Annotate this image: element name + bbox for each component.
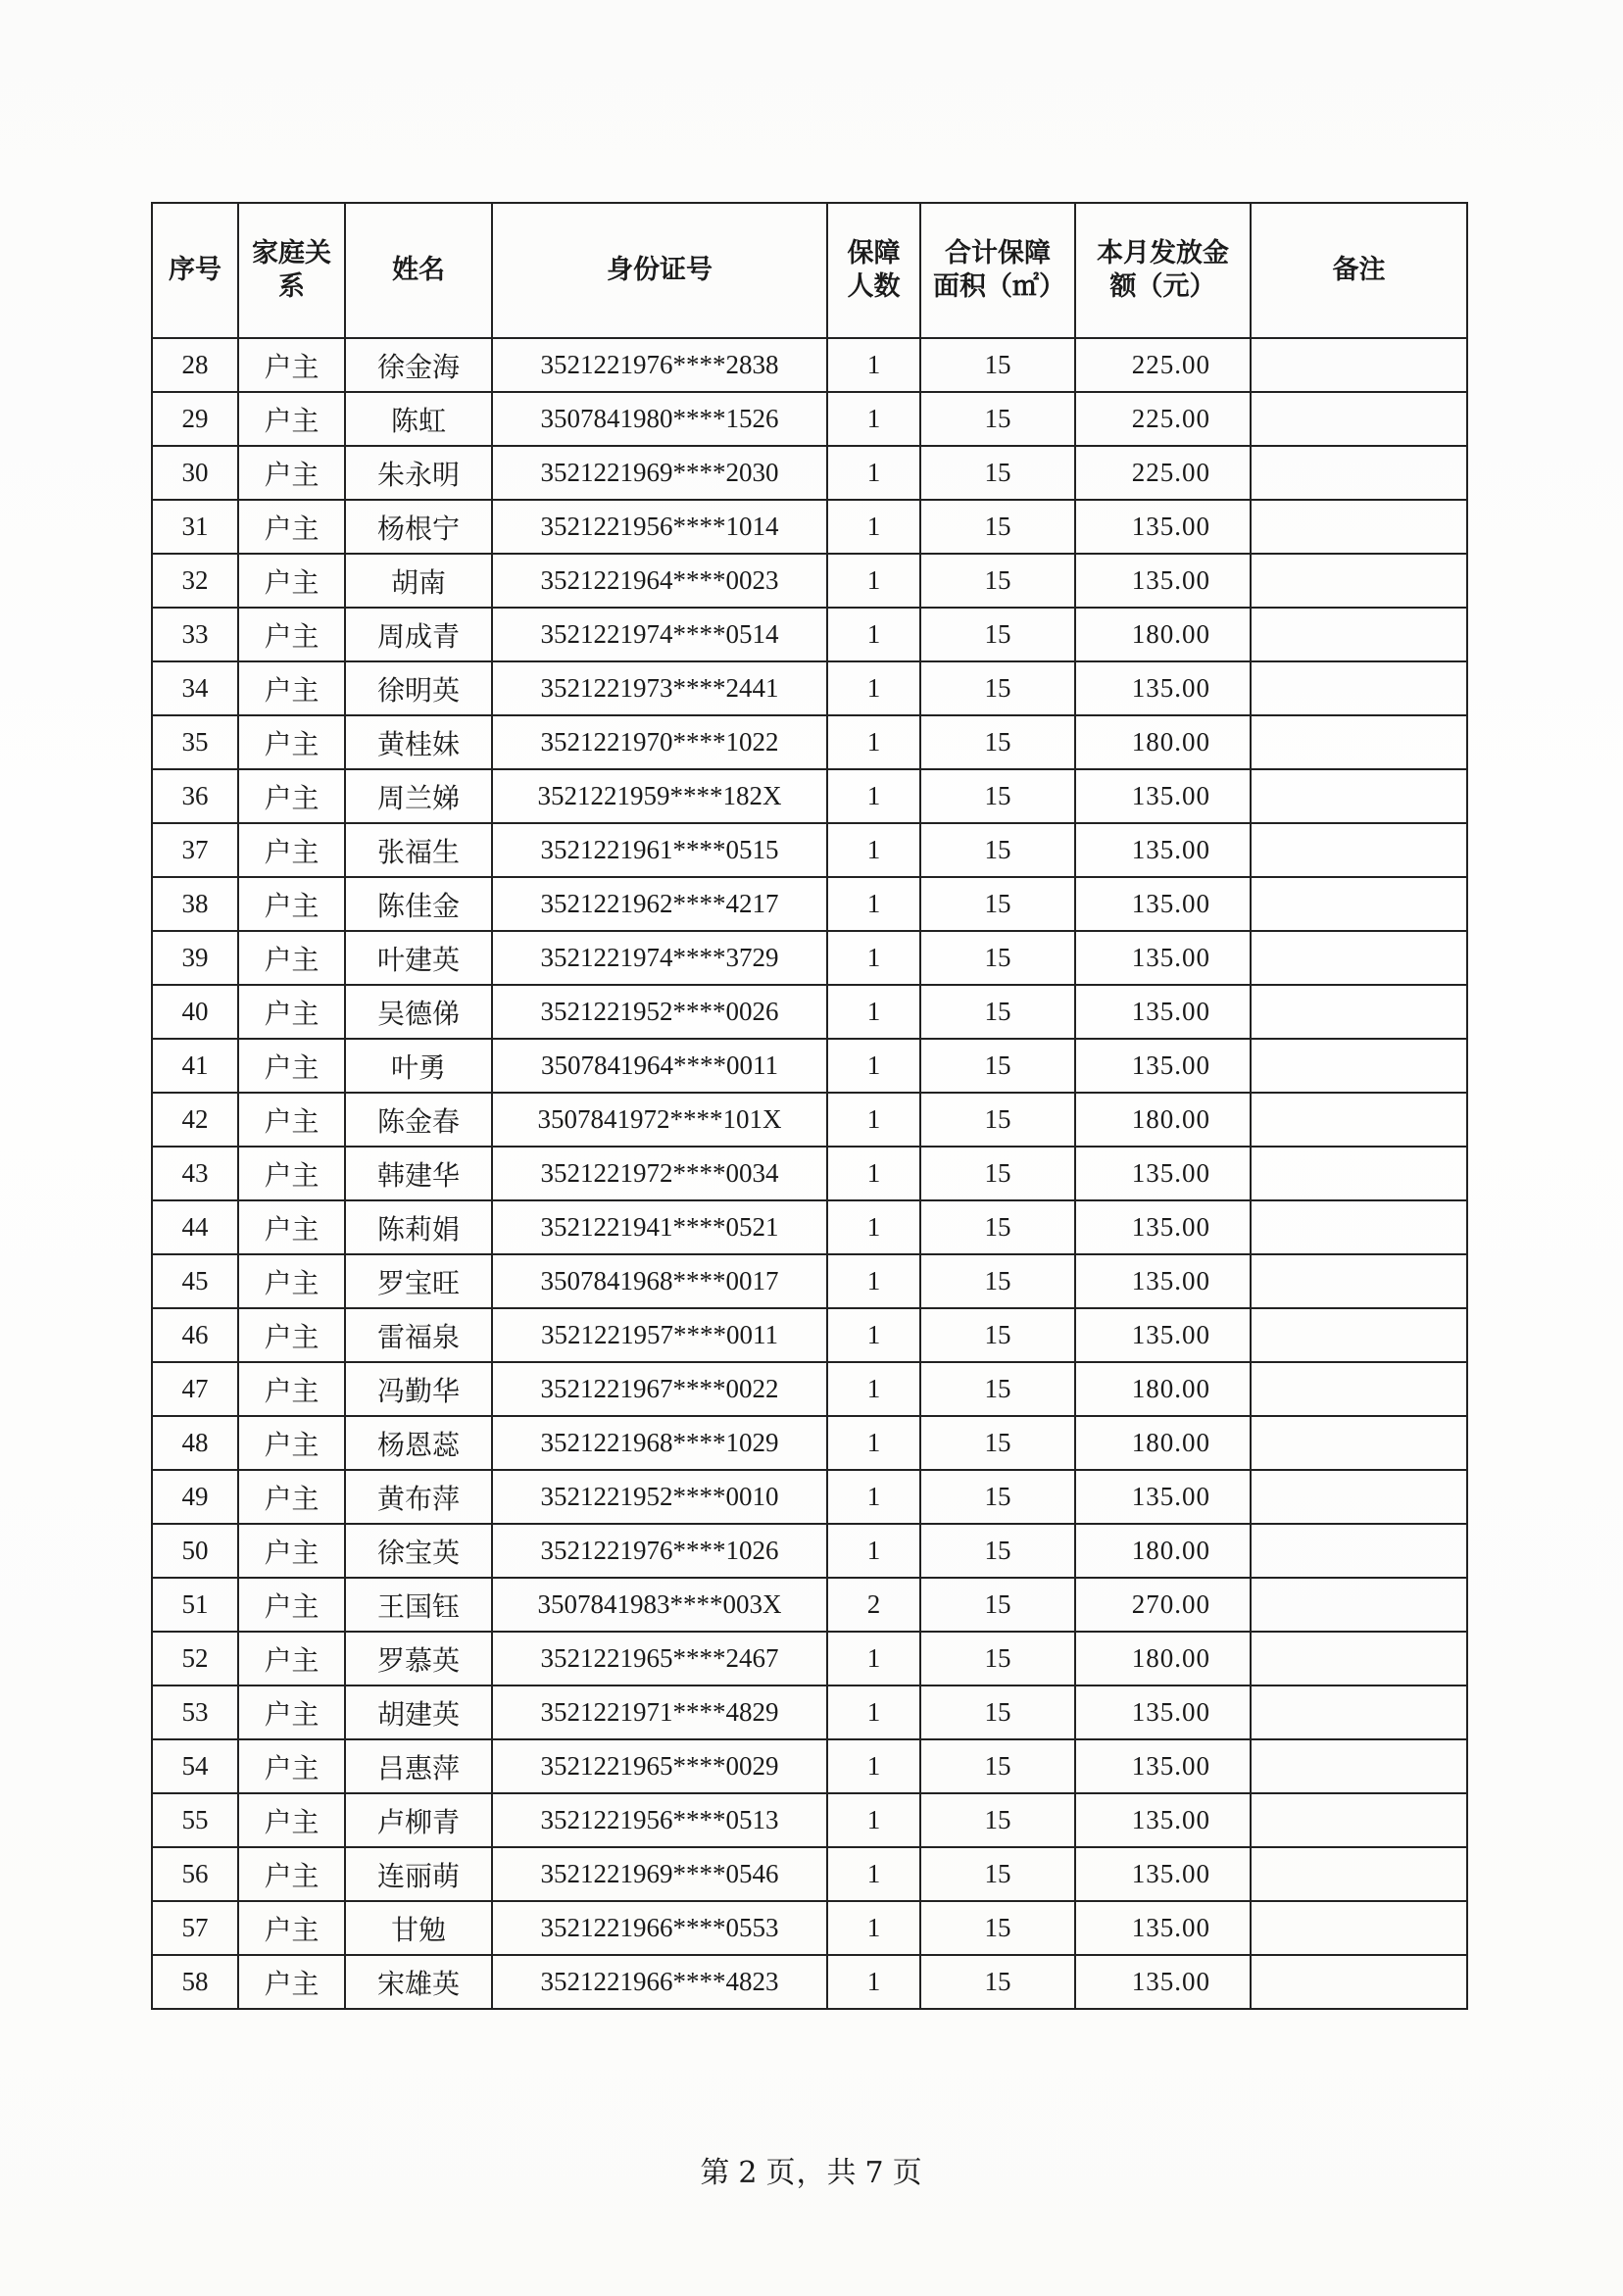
cell-remark	[1251, 1147, 1467, 1200]
cell-relation: 户主	[238, 1955, 345, 2009]
cell-persons: 1	[827, 661, 920, 715]
cell-area: 15	[920, 446, 1075, 500]
cell-id-number: 3521221957****0011	[492, 1308, 827, 1362]
cell-persons: 1	[827, 1200, 920, 1254]
cell-area: 15	[920, 1362, 1075, 1416]
cell-relation: 户主	[238, 661, 345, 715]
table-row	[152, 823, 1467, 877]
cell-remark	[1251, 985, 1467, 1039]
table-row	[152, 1308, 1467, 1362]
cell-remark	[1251, 392, 1467, 446]
cell-persons: 1	[827, 1147, 920, 1200]
cell-name: 徐金海	[345, 338, 492, 392]
cell-remark	[1251, 1793, 1467, 1847]
cell-area: 15	[920, 338, 1075, 392]
cell-amount: 180.00	[1075, 1632, 1251, 1685]
cell-id-number: 3521221966****0553	[492, 1901, 827, 1955]
cell-persons: 1	[827, 1793, 920, 1847]
table-row	[152, 1039, 1467, 1093]
cell-amount: 135.00	[1075, 1254, 1251, 1308]
cell-relation: 户主	[238, 1093, 345, 1147]
cell-area: 15	[920, 769, 1075, 823]
cell-id-number: 3507841972****101X	[492, 1093, 827, 1147]
cell-index: 48	[152, 1416, 238, 1470]
cell-index: 53	[152, 1685, 238, 1739]
table-row	[152, 661, 1467, 715]
cell-amount: 180.00	[1075, 608, 1251, 661]
cell-name: 罗宝旺	[345, 1254, 492, 1308]
cell-area: 15	[920, 1578, 1075, 1632]
cell-amount: 135.00	[1075, 769, 1251, 823]
cell-id-number: 3521221962****4217	[492, 877, 827, 931]
cell-relation: 户主	[238, 338, 345, 392]
cell-relation: 户主	[238, 1793, 345, 1847]
cell-name: 周兰娣	[345, 769, 492, 823]
table-row	[152, 1901, 1467, 1955]
cell-persons: 1	[827, 1093, 920, 1147]
cell-remark	[1251, 1632, 1467, 1685]
cell-area: 15	[920, 985, 1075, 1039]
cell-index: 56	[152, 1847, 238, 1901]
cell-area: 15	[920, 500, 1075, 554]
cell-persons: 1	[827, 877, 920, 931]
table-row	[152, 715, 1467, 769]
cell-index: 58	[152, 1955, 238, 2009]
cell-area: 15	[920, 1524, 1075, 1578]
cell-remark	[1251, 1685, 1467, 1739]
cell-relation: 户主	[238, 715, 345, 769]
cell-persons: 1	[827, 1362, 920, 1416]
cell-index: 55	[152, 1793, 238, 1847]
cell-amount: 135.00	[1075, 1901, 1251, 1955]
cell-remark	[1251, 1470, 1467, 1524]
cell-remark	[1251, 931, 1467, 985]
table-body	[152, 338, 1467, 2009]
cell-remark	[1251, 1416, 1467, 1470]
table-row	[152, 608, 1467, 661]
cell-name: 连丽萌	[345, 1847, 492, 1901]
table-row	[152, 1739, 1467, 1793]
cell-amount: 270.00	[1075, 1578, 1251, 1632]
cell-amount: 135.00	[1075, 1847, 1251, 1901]
cell-name: 叶勇	[345, 1039, 492, 1093]
header-area: 合计保障面积（㎡）	[920, 203, 1075, 338]
cell-name: 黄桂妹	[345, 715, 492, 769]
cell-index: 46	[152, 1308, 238, 1362]
cell-id-number: 3521221967****0022	[492, 1362, 827, 1416]
cell-id-number: 3521221956****1014	[492, 500, 827, 554]
cell-amount: 135.00	[1075, 1039, 1251, 1093]
cell-index: 51	[152, 1578, 238, 1632]
cell-relation: 户主	[238, 931, 345, 985]
cell-relation: 户主	[238, 1254, 345, 1308]
cell-persons: 1	[827, 1685, 920, 1739]
cell-amount: 135.00	[1075, 1308, 1251, 1362]
cell-persons: 1	[827, 1901, 920, 1955]
cell-amount: 135.00	[1075, 877, 1251, 931]
cell-id-number: 3507841980****1526	[492, 392, 827, 446]
cell-id-number: 3521221961****0515	[492, 823, 827, 877]
cell-amount: 135.00	[1075, 1739, 1251, 1793]
table-row	[152, 1632, 1467, 1685]
page-footer	[0, 2148, 1623, 2191]
cell-index: 43	[152, 1147, 238, 1200]
cell-name: 陈虹	[345, 392, 492, 446]
cell-name: 胡南	[345, 554, 492, 608]
cell-remark	[1251, 446, 1467, 500]
cell-persons: 1	[827, 1847, 920, 1901]
cell-area: 15	[920, 1308, 1075, 1362]
cell-id-number: 3521221966****4823	[492, 1955, 827, 2009]
cell-index: 47	[152, 1362, 238, 1416]
header-amount: 本月发放金额（元）	[1075, 203, 1251, 338]
table-row	[152, 1793, 1467, 1847]
cell-amount: 135.00	[1075, 985, 1251, 1039]
cell-remark	[1251, 1524, 1467, 1578]
cell-relation: 户主	[238, 1362, 345, 1416]
cell-remark	[1251, 338, 1467, 392]
cell-remark	[1251, 1254, 1467, 1308]
cell-amount: 180.00	[1075, 1416, 1251, 1470]
cell-persons: 1	[827, 554, 920, 608]
cell-relation: 户主	[238, 1308, 345, 1362]
cell-area: 15	[920, 392, 1075, 446]
cell-index: 57	[152, 1901, 238, 1955]
cell-persons: 1	[827, 392, 920, 446]
table-row	[152, 1470, 1467, 1524]
cell-remark	[1251, 1955, 1467, 2009]
cell-amount: 135.00	[1075, 1200, 1251, 1254]
table-row	[152, 931, 1467, 985]
cell-persons: 1	[827, 1955, 920, 2009]
cell-relation: 户主	[238, 446, 345, 500]
cell-index: 34	[152, 661, 238, 715]
footer-mid: 页，共	[765, 2156, 858, 2190]
cell-relation: 户主	[238, 1039, 345, 1093]
cell-name: 陈金春	[345, 1093, 492, 1147]
table-row	[152, 338, 1467, 392]
cell-remark	[1251, 500, 1467, 554]
cell-id-number: 3521221956****0513	[492, 1793, 827, 1847]
cell-remark	[1251, 1578, 1467, 1632]
header-persons: 保障人数	[827, 203, 920, 338]
cell-area: 15	[920, 715, 1075, 769]
table-row	[152, 554, 1467, 608]
table-row	[152, 1362, 1467, 1416]
cell-relation: 户主	[238, 1739, 345, 1793]
cell-id-number: 3507841964****0011	[492, 1039, 827, 1093]
cell-relation: 户主	[238, 1901, 345, 1955]
cell-amount: 135.00	[1075, 1147, 1251, 1200]
cell-id-number: 3521221964****0023	[492, 554, 827, 608]
cell-area: 15	[920, 823, 1075, 877]
cell-remark	[1251, 877, 1467, 931]
header-name: 姓名	[345, 203, 492, 338]
cell-remark	[1251, 608, 1467, 661]
cell-name: 雷福泉	[345, 1308, 492, 1362]
cell-relation: 户主	[238, 823, 345, 877]
cell-id-number: 3521221972****0034	[492, 1147, 827, 1200]
cell-area: 15	[920, 1470, 1075, 1524]
cell-relation: 户主	[238, 1685, 345, 1739]
cell-amount: 135.00	[1075, 1470, 1251, 1524]
cell-relation: 户主	[238, 1416, 345, 1470]
table-row	[152, 1955, 1467, 2009]
cell-relation: 户主	[238, 1524, 345, 1578]
cell-area: 15	[920, 1039, 1075, 1093]
cell-index: 54	[152, 1739, 238, 1793]
cell-relation: 户主	[238, 392, 345, 446]
cell-remark	[1251, 1739, 1467, 1793]
cell-name: 杨恩蕊	[345, 1416, 492, 1470]
cell-relation: 户主	[238, 1578, 345, 1632]
cell-amount: 180.00	[1075, 715, 1251, 769]
cell-persons: 2	[827, 1578, 920, 1632]
cell-persons: 1	[827, 1739, 920, 1793]
cell-id-number: 3521221968****1029	[492, 1416, 827, 1470]
cell-remark	[1251, 823, 1467, 877]
cell-name: 陈莉娟	[345, 1200, 492, 1254]
cell-name: 韩建华	[345, 1147, 492, 1200]
cell-name: 王国钰	[345, 1578, 492, 1632]
cell-persons: 1	[827, 823, 920, 877]
cell-amount: 135.00	[1075, 1793, 1251, 1847]
cell-id-number: 3521221952****0010	[492, 1470, 827, 1524]
cell-persons: 1	[827, 985, 920, 1039]
cell-id-number: 3521221974****0514	[492, 608, 827, 661]
cell-area: 15	[920, 554, 1075, 608]
cell-remark	[1251, 1039, 1467, 1093]
cell-id-number: 3521221971****4829	[492, 1685, 827, 1739]
cell-index: 41	[152, 1039, 238, 1093]
cell-index: 49	[152, 1470, 238, 1524]
table-row	[152, 1254, 1467, 1308]
cell-name: 徐明英	[345, 661, 492, 715]
cell-persons: 1	[827, 1632, 920, 1685]
subsidy-roster-table	[151, 202, 1468, 2010]
cell-area: 15	[920, 1254, 1075, 1308]
cell-amount: 225.00	[1075, 446, 1251, 500]
table-row	[152, 500, 1467, 554]
cell-id-number: 3521221974****3729	[492, 931, 827, 985]
cell-area: 15	[920, 1901, 1075, 1955]
footer-suffix: 页	[892, 2156, 923, 2190]
cell-amount: 135.00	[1075, 500, 1251, 554]
cell-remark	[1251, 661, 1467, 715]
table-row	[152, 1578, 1467, 1632]
cell-amount: 180.00	[1075, 1362, 1251, 1416]
table-row	[152, 1416, 1467, 1470]
cell-persons: 1	[827, 338, 920, 392]
table-row	[152, 1847, 1467, 1901]
cell-area: 15	[920, 1200, 1075, 1254]
table-row	[152, 1093, 1467, 1147]
cell-name: 冯勤华	[345, 1362, 492, 1416]
cell-remark	[1251, 1362, 1467, 1416]
cell-id-number: 3521221952****0026	[492, 985, 827, 1039]
cell-remark	[1251, 1200, 1467, 1254]
cell-persons: 1	[827, 769, 920, 823]
cell-index: 29	[152, 392, 238, 446]
cell-name: 卢柳青	[345, 1793, 492, 1847]
cell-persons: 1	[827, 715, 920, 769]
header-row	[152, 203, 1467, 338]
cell-area: 15	[920, 877, 1075, 931]
cell-index: 50	[152, 1524, 238, 1578]
cell-amount: 225.00	[1075, 392, 1251, 446]
table-row	[152, 446, 1467, 500]
cell-amount: 135.00	[1075, 823, 1251, 877]
cell-index: 45	[152, 1254, 238, 1308]
cell-persons: 1	[827, 1470, 920, 1524]
cell-id-number: 3521221976****1026	[492, 1524, 827, 1578]
cell-remark	[1251, 769, 1467, 823]
cell-amount: 180.00	[1075, 1093, 1251, 1147]
cell-index: 37	[152, 823, 238, 877]
cell-id-number: 3521221959****182X	[492, 769, 827, 823]
cell-name: 张福生	[345, 823, 492, 877]
cell-index: 32	[152, 554, 238, 608]
cell-id-number: 3521221965****2467	[492, 1632, 827, 1685]
footer-total-pages: 7	[864, 2156, 885, 2190]
cell-name: 胡建英	[345, 1685, 492, 1739]
cell-index: 39	[152, 931, 238, 985]
table-row	[152, 1147, 1467, 1200]
cell-index: 36	[152, 769, 238, 823]
cell-remark	[1251, 554, 1467, 608]
cell-id-number: 3521221965****0029	[492, 1739, 827, 1793]
table-row	[152, 1685, 1467, 1739]
cell-id-number: 3507841983****003X	[492, 1578, 827, 1632]
cell-area: 15	[920, 1739, 1075, 1793]
cell-name: 甘勉	[345, 1901, 492, 1955]
cell-name: 吕惠萍	[345, 1739, 492, 1793]
cell-name: 宋雄英	[345, 1955, 492, 2009]
cell-name: 罗慕英	[345, 1632, 492, 1685]
cell-index: 35	[152, 715, 238, 769]
cell-index: 40	[152, 985, 238, 1039]
cell-name: 徐宝英	[345, 1524, 492, 1578]
cell-id-number: 3521221969****2030	[492, 446, 827, 500]
cell-name: 叶建英	[345, 931, 492, 985]
cell-area: 15	[920, 1093, 1075, 1147]
cell-index: 38	[152, 877, 238, 931]
cell-persons: 1	[827, 1254, 920, 1308]
table-row	[152, 392, 1467, 446]
cell-index: 31	[152, 500, 238, 554]
cell-id-number: 3521221976****2838	[492, 338, 827, 392]
cell-area: 15	[920, 1147, 1075, 1200]
cell-relation: 户主	[238, 500, 345, 554]
cell-relation: 户主	[238, 985, 345, 1039]
cell-amount: 135.00	[1075, 931, 1251, 985]
cell-area: 15	[920, 1955, 1075, 2009]
cell-relation: 户主	[238, 1147, 345, 1200]
cell-id-number: 3507841968****0017	[492, 1254, 827, 1308]
cell-amount: 135.00	[1075, 1955, 1251, 2009]
cell-amount: 135.00	[1075, 1685, 1251, 1739]
cell-amount: 135.00	[1075, 661, 1251, 715]
cell-name: 黄布萍	[345, 1470, 492, 1524]
footer-prefix: 第	[700, 2156, 731, 2190]
cell-relation: 户主	[238, 769, 345, 823]
cell-relation: 户主	[238, 1200, 345, 1254]
cell-persons: 1	[827, 1039, 920, 1093]
cell-persons: 1	[827, 446, 920, 500]
table-row	[152, 769, 1467, 823]
cell-name: 周成青	[345, 608, 492, 661]
cell-relation: 户主	[238, 1470, 345, 1524]
cell-amount: 225.00	[1075, 338, 1251, 392]
cell-index: 30	[152, 446, 238, 500]
cell-persons: 1	[827, 1416, 920, 1470]
cell-relation: 户主	[238, 608, 345, 661]
cell-id-number: 3521221941****0521	[492, 1200, 827, 1254]
cell-index: 33	[152, 608, 238, 661]
cell-amount: 135.00	[1075, 554, 1251, 608]
table-header	[152, 203, 1467, 338]
cell-area: 15	[920, 1685, 1075, 1739]
cell-area: 15	[920, 608, 1075, 661]
cell-relation: 户主	[238, 1632, 345, 1685]
cell-relation: 户主	[238, 1847, 345, 1901]
cell-remark	[1251, 715, 1467, 769]
cell-area: 15	[920, 661, 1075, 715]
cell-area: 15	[920, 1416, 1075, 1470]
cell-id-number: 3521221973****2441	[492, 661, 827, 715]
cell-area: 15	[920, 1847, 1075, 1901]
cell-persons: 1	[827, 500, 920, 554]
cell-area: 15	[920, 931, 1075, 985]
header-remark: 备注	[1251, 203, 1467, 338]
cell-id-number: 3521221970****1022	[492, 715, 827, 769]
cell-area: 15	[920, 1793, 1075, 1847]
table-row	[152, 877, 1467, 931]
cell-name: 杨根宁	[345, 500, 492, 554]
cell-relation: 户主	[238, 877, 345, 931]
cell-index: 42	[152, 1093, 238, 1147]
footer-page-number: 2	[738, 2156, 759, 2190]
cell-name: 吴德俤	[345, 985, 492, 1039]
table-row	[152, 1200, 1467, 1254]
cell-name: 陈佳金	[345, 877, 492, 931]
cell-relation: 户主	[238, 554, 345, 608]
cell-remark	[1251, 1847, 1467, 1901]
cell-remark	[1251, 1901, 1467, 1955]
table-row	[152, 985, 1467, 1039]
cell-persons: 1	[827, 931, 920, 985]
cell-remark	[1251, 1308, 1467, 1362]
cell-persons: 1	[827, 608, 920, 661]
cell-persons: 1	[827, 1524, 920, 1578]
header-index: 序号	[152, 203, 238, 338]
cell-remark	[1251, 1093, 1467, 1147]
cell-name: 朱永明	[345, 446, 492, 500]
cell-area: 15	[920, 1632, 1075, 1685]
cell-persons: 1	[827, 1308, 920, 1362]
header-relation: 家庭关系	[238, 203, 345, 338]
cell-id-number: 3521221969****0546	[492, 1847, 827, 1901]
cell-index: 44	[152, 1200, 238, 1254]
header-id-number: 身份证号	[492, 203, 827, 338]
cell-index: 52	[152, 1632, 238, 1685]
cell-index: 28	[152, 338, 238, 392]
cell-amount: 180.00	[1075, 1524, 1251, 1578]
table-row	[152, 1524, 1467, 1578]
